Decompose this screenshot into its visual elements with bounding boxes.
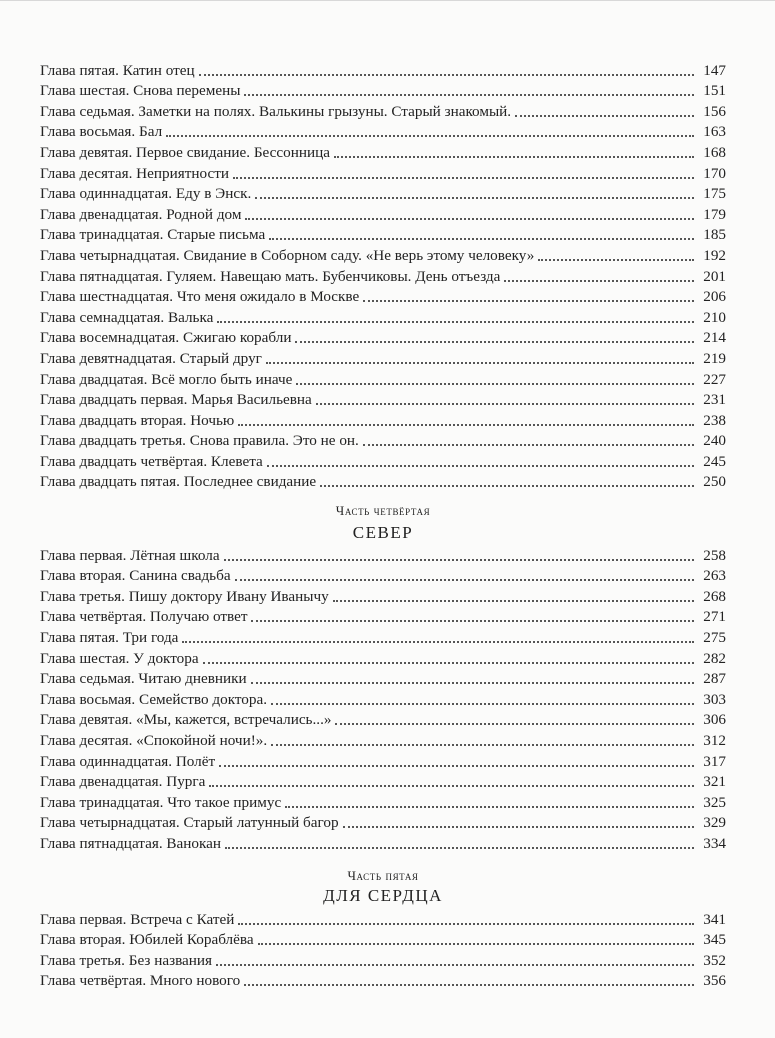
entry-page: 352 [703,951,726,969]
entry-title: Глава одиннадцатая. Полёт [40,752,216,770]
toc-entry [40,141,726,162]
entry-title: Глава пятнадцатая. Ванокан [40,834,222,852]
toc-entry [40,430,726,451]
toc-entry [40,970,726,991]
toc-entry [40,750,726,771]
entry-page: 317 [703,752,726,770]
toc-entry [40,306,726,327]
entry-title: Глава десятая. «Спокойной ночи!». [40,731,268,749]
entry-page: 325 [703,793,726,811]
entry-page: 206 [703,288,726,306]
entry-title: Глава семнадцатая. Валька [40,308,214,326]
entry-title: Глава двадцать третья. Снова правила. Это не он. [40,432,359,450]
dot-leader [538,258,694,261]
entry-page: 147 [703,61,726,79]
toc-entry [40,80,726,101]
entry-title: Глава четвёртая. Много нового [40,972,241,990]
dot-leader [235,578,694,581]
entry-title: Глава первая. Встреча с Катей [40,910,235,928]
toc-entry [40,162,726,183]
toc-entry [40,450,726,471]
toc-entry [40,286,726,307]
dot-leader [166,134,694,137]
entry-title: Глава девятнадцатая. Старый друг [40,349,262,367]
entry-title: Глава одиннадцатая. Еду в Энск. [40,185,252,203]
entry-page: 240 [703,432,726,450]
entry-page: 258 [703,546,726,564]
dot-leader [316,402,694,405]
toc-entry [40,121,726,142]
dot-leader [267,464,694,467]
dot-leader [233,176,694,179]
entry-title: Глава двадцать четвёртая. Клевета [40,452,263,470]
toc-entry [40,368,726,389]
toc-entry [40,949,726,970]
part4-title: СЕВЕР [352,523,414,542]
toc-entry [40,832,726,853]
entry-title: Глава седьмая. Читаю дневники [40,670,247,688]
entry-page: 151 [703,82,726,100]
toc-entry [40,265,726,286]
page-top-edge [0,0,775,1]
dot-leader [244,93,694,96]
dot-leader [271,702,694,705]
entry-title: Глава десятая. Неприятности [40,164,229,182]
dot-leader [515,114,694,117]
dot-leader [266,361,694,364]
entry-title: Глава четвёртая. Получаю ответ [40,608,248,626]
dot-leader [320,484,694,487]
entry-page: 231 [703,391,726,409]
dot-leader [363,443,694,446]
dot-leader [269,237,694,240]
dot-leader [335,722,694,725]
entry-page: 334 [703,834,726,852]
dot-leader [255,196,694,199]
entry-page: 321 [703,773,726,791]
toc-section-part4 [40,544,726,853]
toc-entry [40,791,726,812]
dot-leader [244,983,694,986]
entry-title: Глава пятнадцатая. Гуляем. Навещаю мать. Бубенчиковы. День отъезда [40,267,501,285]
entry-page: 214 [703,329,726,347]
toc-entry [40,709,726,730]
entry-page: 227 [703,370,726,388]
entry-title: Глава седьмая. Заметки на полях. Валькины грызуны. Старый знакомый. [40,102,512,120]
dot-leader [224,558,694,561]
entry-page: 163 [703,123,726,141]
toc-section-part3-continued [40,59,726,491]
toc-entry [40,908,726,929]
entry-title: Глава четырнадцатая. Свидание в Соборном саду. «Не верь этому человеку» [40,246,535,264]
entry-page: 192 [703,246,726,264]
toc-entry [40,409,726,430]
entry-page: 275 [703,628,726,646]
toc-entry [40,771,726,792]
toc-entry [40,471,726,492]
entry-title: Глава вторая. Юбилей Кораблёва [40,931,254,949]
entry-page: 263 [703,567,726,585]
entry-page: 341 [703,910,726,928]
entry-title: Глава вторая. Санина свадьба [40,567,231,585]
toc-entry [40,729,726,750]
dot-leader [504,279,694,282]
entry-title: Глава восемнадцатая. Сжигаю корабли [40,329,292,347]
entry-title: Глава четырнадцатая. Старый латунный багор [40,814,339,832]
dot-leader [334,155,694,158]
entry-title: Глава двадцатая. Всё могло быть иначе [40,370,293,388]
toc-entry [40,565,726,586]
entry-page: 271 [703,608,726,626]
entry-title: Глава двенадцатая. Пурга [40,773,206,791]
dot-leader [295,340,694,343]
dot-leader [238,423,694,426]
entry-title: Глава двадцать первая. Марья Васильевна [40,391,312,409]
entry-page: 170 [703,164,726,182]
entry-page: 185 [703,226,726,244]
toc-entry [40,244,726,265]
dot-leader [216,963,694,966]
entry-title: Глава пятая. Катин отец [40,61,195,79]
entry-page: 168 [703,143,726,161]
toc-entry [40,59,726,80]
dot-leader [251,619,694,622]
entry-page: 210 [703,308,726,326]
dot-leader [251,681,694,684]
dot-leader [209,784,694,787]
entry-title: Глава шестая. Снова перемены [40,82,241,100]
entry-page: 175 [703,185,726,203]
dot-leader [258,942,694,945]
entry-page: 268 [703,587,726,605]
entry-title: Глава шестнадцатая. Что меня ожидало в Москве [40,288,360,306]
entry-title: Глава третья. Пишу доктору Ивану Иванычу [40,587,329,605]
entry-title: Глава тринадцатая. Старые письма [40,226,266,244]
entry-title: Глава пятая. Три года [40,628,179,646]
dot-leader [238,922,694,925]
toc-entry [40,203,726,224]
entry-title: Глава третья. Без названия [40,951,213,969]
toc-entry [40,585,726,606]
entry-page: 312 [703,731,726,749]
entry-title: Глава двадцать пятая. Последнее свидание [40,473,317,491]
toc-entry [40,389,726,410]
toc-entry [40,668,726,689]
entry-title: Глава тринадцатая. Что такое примус [40,793,282,811]
entry-page: 329 [703,814,726,832]
dot-leader [219,764,694,767]
part4-label: Часть четвёртая [335,503,431,518]
entry-page: 250 [703,473,726,491]
dot-leader [225,846,694,849]
entry-page: 156 [703,102,726,120]
dot-leader [333,599,694,602]
entry-title: Глава восьмая. Бал [40,123,163,141]
dot-leader [343,825,694,828]
toc-entry [40,626,726,647]
entry-page: 345 [703,931,726,949]
dot-leader [217,320,694,323]
entry-page: 282 [703,649,726,667]
toc-entry [40,183,726,204]
part5-title: ДЛЯ СЕРДЦА [323,886,443,905]
entry-page: 306 [703,711,726,729]
entry-title: Глава девятая. «Мы, кажется, встречались...» [40,711,332,729]
entry-title: Глава двадцать вторая. Ночью [40,411,235,429]
toc-section-part5 [40,908,726,990]
toc-entry [40,327,726,348]
entry-page: 303 [703,690,726,708]
entry-page: 356 [703,972,726,990]
toc-entry [40,347,726,368]
entry-title: Глава двенадцатая. Родной дом [40,205,242,223]
entry-title: Глава шестая. У доктора [40,649,199,667]
entry-page: 219 [703,349,726,367]
dot-leader [296,382,694,385]
toc-entry [40,647,726,668]
dot-leader [182,640,694,643]
entry-page: 245 [703,452,726,470]
toc-entry [40,100,726,121]
dot-leader [199,73,694,76]
dot-leader [245,217,694,220]
dot-leader [285,805,694,808]
dot-leader [203,661,694,664]
toc-entry [40,688,726,709]
toc-entry [40,544,726,565]
entry-title: Глава восьмая. Семейство доктора. [40,690,268,708]
dot-leader [363,299,694,302]
entry-title: Глава первая. Лётная школа [40,546,220,564]
entry-page: 238 [703,411,726,429]
entry-title: Глава девятая. Первое свидание. Бессонница [40,143,330,161]
entry-page: 201 [703,267,726,285]
toc-entry [40,812,726,833]
entry-page: 287 [703,670,726,688]
toc-entry [40,606,726,627]
part5-label: Часть пятая [347,868,419,883]
toc-entry [40,929,726,950]
toc-entry [40,224,726,245]
dot-leader [271,743,694,746]
entry-page: 179 [703,205,726,223]
